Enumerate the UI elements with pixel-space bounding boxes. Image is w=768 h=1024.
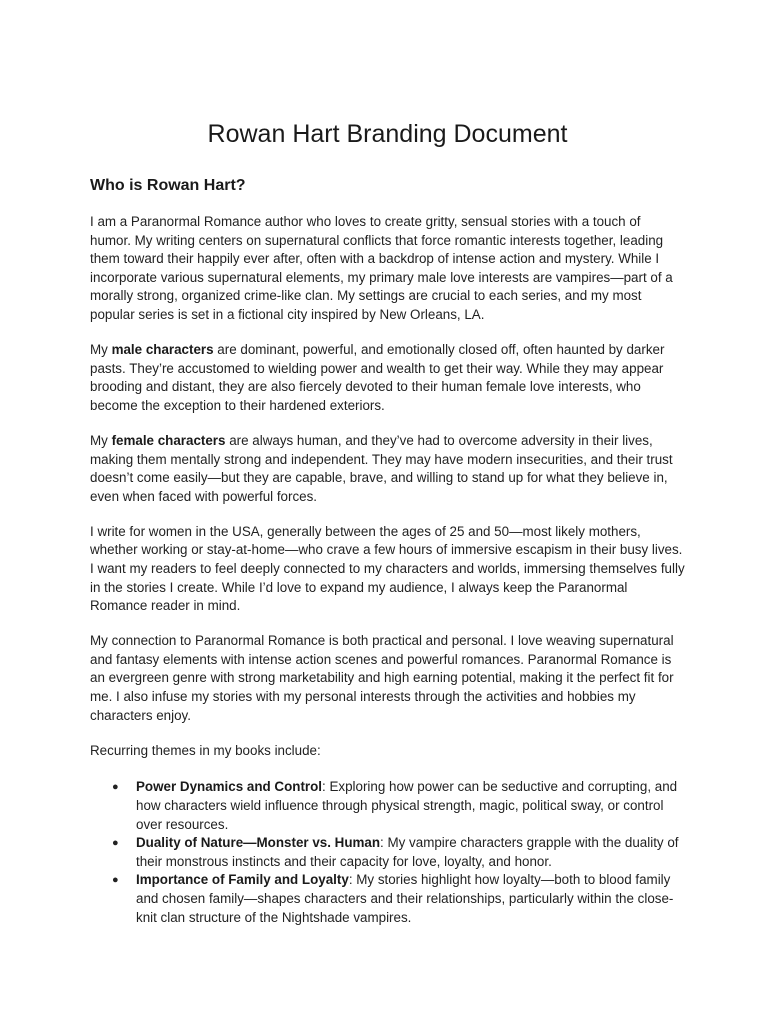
bullet-icon: ● [112, 781, 119, 794]
male-description: are dominant, powerful, and emotionally closed off, often haunted by darker pasts. They’re accustomed to wielding power and wealth to get their way. While they may appear brooding and distant, they are also fiercely devoted to their human female love interests, who become the exception to their hardened exteriors. [90, 342, 665, 413]
list-item [90, 778, 685, 834]
theme-title: Importance of Family and Loyalty [136, 872, 349, 888]
male-characters-paragraph [90, 341, 685, 415]
female-characters-paragraph [90, 432, 685, 506]
theme-description: : Exploring how power can be seductive and corrupting, and how characters wield influence through physical strength, magic, political sway, or control over resources. [136, 779, 678, 832]
audience-paragraph: I write for women in the USA, generally between the ages of 25 and 50—most likely mothers, whether working or stay-at-home—who crave a few hours of immersive escapism in their busy lives. I want my readers to feel deeply connected to my characters and worlds, immersing themselves fully in the stories I create. While I’d love to expand my audience, I always keep the Paranormal Romance reader in mind. [90, 523, 685, 614]
female-characters-term: female characters [111, 432, 226, 448]
list-item [90, 871, 685, 927]
theme-title: Power Dynamics and Control [136, 779, 323, 795]
theme-title: Duality of Nature—Monster vs. Human [136, 835, 381, 851]
list-item [90, 834, 685, 871]
themes-intro: Recurring themes in my books include: [90, 742, 321, 758]
connection-paragraph: My connection to Paranormal Romance is both practical and personal. I love weaving supernatural and fantasy elements with intense action scenes and powerful romances. Paranormal Romance is an evergreen genre with strong marketability and high earning potential, making it the perfect fit for me. I also infuse my stories with my personal interests through the activities and hobbies my characters enjoy. [90, 633, 674, 723]
bullet-icon: ● [112, 874, 119, 887]
male-prefix: My [90, 342, 112, 358]
male-characters-term: male characters [111, 342, 214, 358]
themes-list [90, 778, 685, 927]
theme-description: : My vampire characters grapple with the duality of their monstrous instincts and their capacity for love, loyalty, and honor. [136, 835, 679, 869]
intro-paragraph: I am a Paranormal Romance author who loves to create gritty, sensual stories with a touch of humor. My writing centers on supernatural conflicts that force romantic interests together, leading them toward their happily ever after, often with a backdrop of intense action and mystery. While I incorporate various supernatural elements, my primary male love interests are vampires—part of a morally strong, organized crime-like clan. My settings are crucial to each series, and my most popular series is set in a fictional city inspired by New Orleans, LA. [90, 214, 673, 322]
document-title: Rowan Hart Branding Document [207, 120, 568, 148]
theme-description: : My stories highlight how loyalty—both to blood family and chosen family—shapes characters and their relationships, particularly within the close-knit clan structure of the Nightshade vampires. [136, 872, 674, 925]
document-page [90, 118, 685, 927]
section-heading: Who is Rowan Hart? [90, 177, 246, 194]
female-description: are always human, and they’ve had to overcome adversity in their lives, making them mentally strong and independent. They may have modern insecurities, and their trust doesn’t come easily—but they are capable, brave, and willing to stand up for what they believe in, even when faced with powerful forces. [90, 432, 673, 504]
bullet-icon: ● [112, 837, 119, 850]
female-prefix: My [90, 432, 112, 448]
